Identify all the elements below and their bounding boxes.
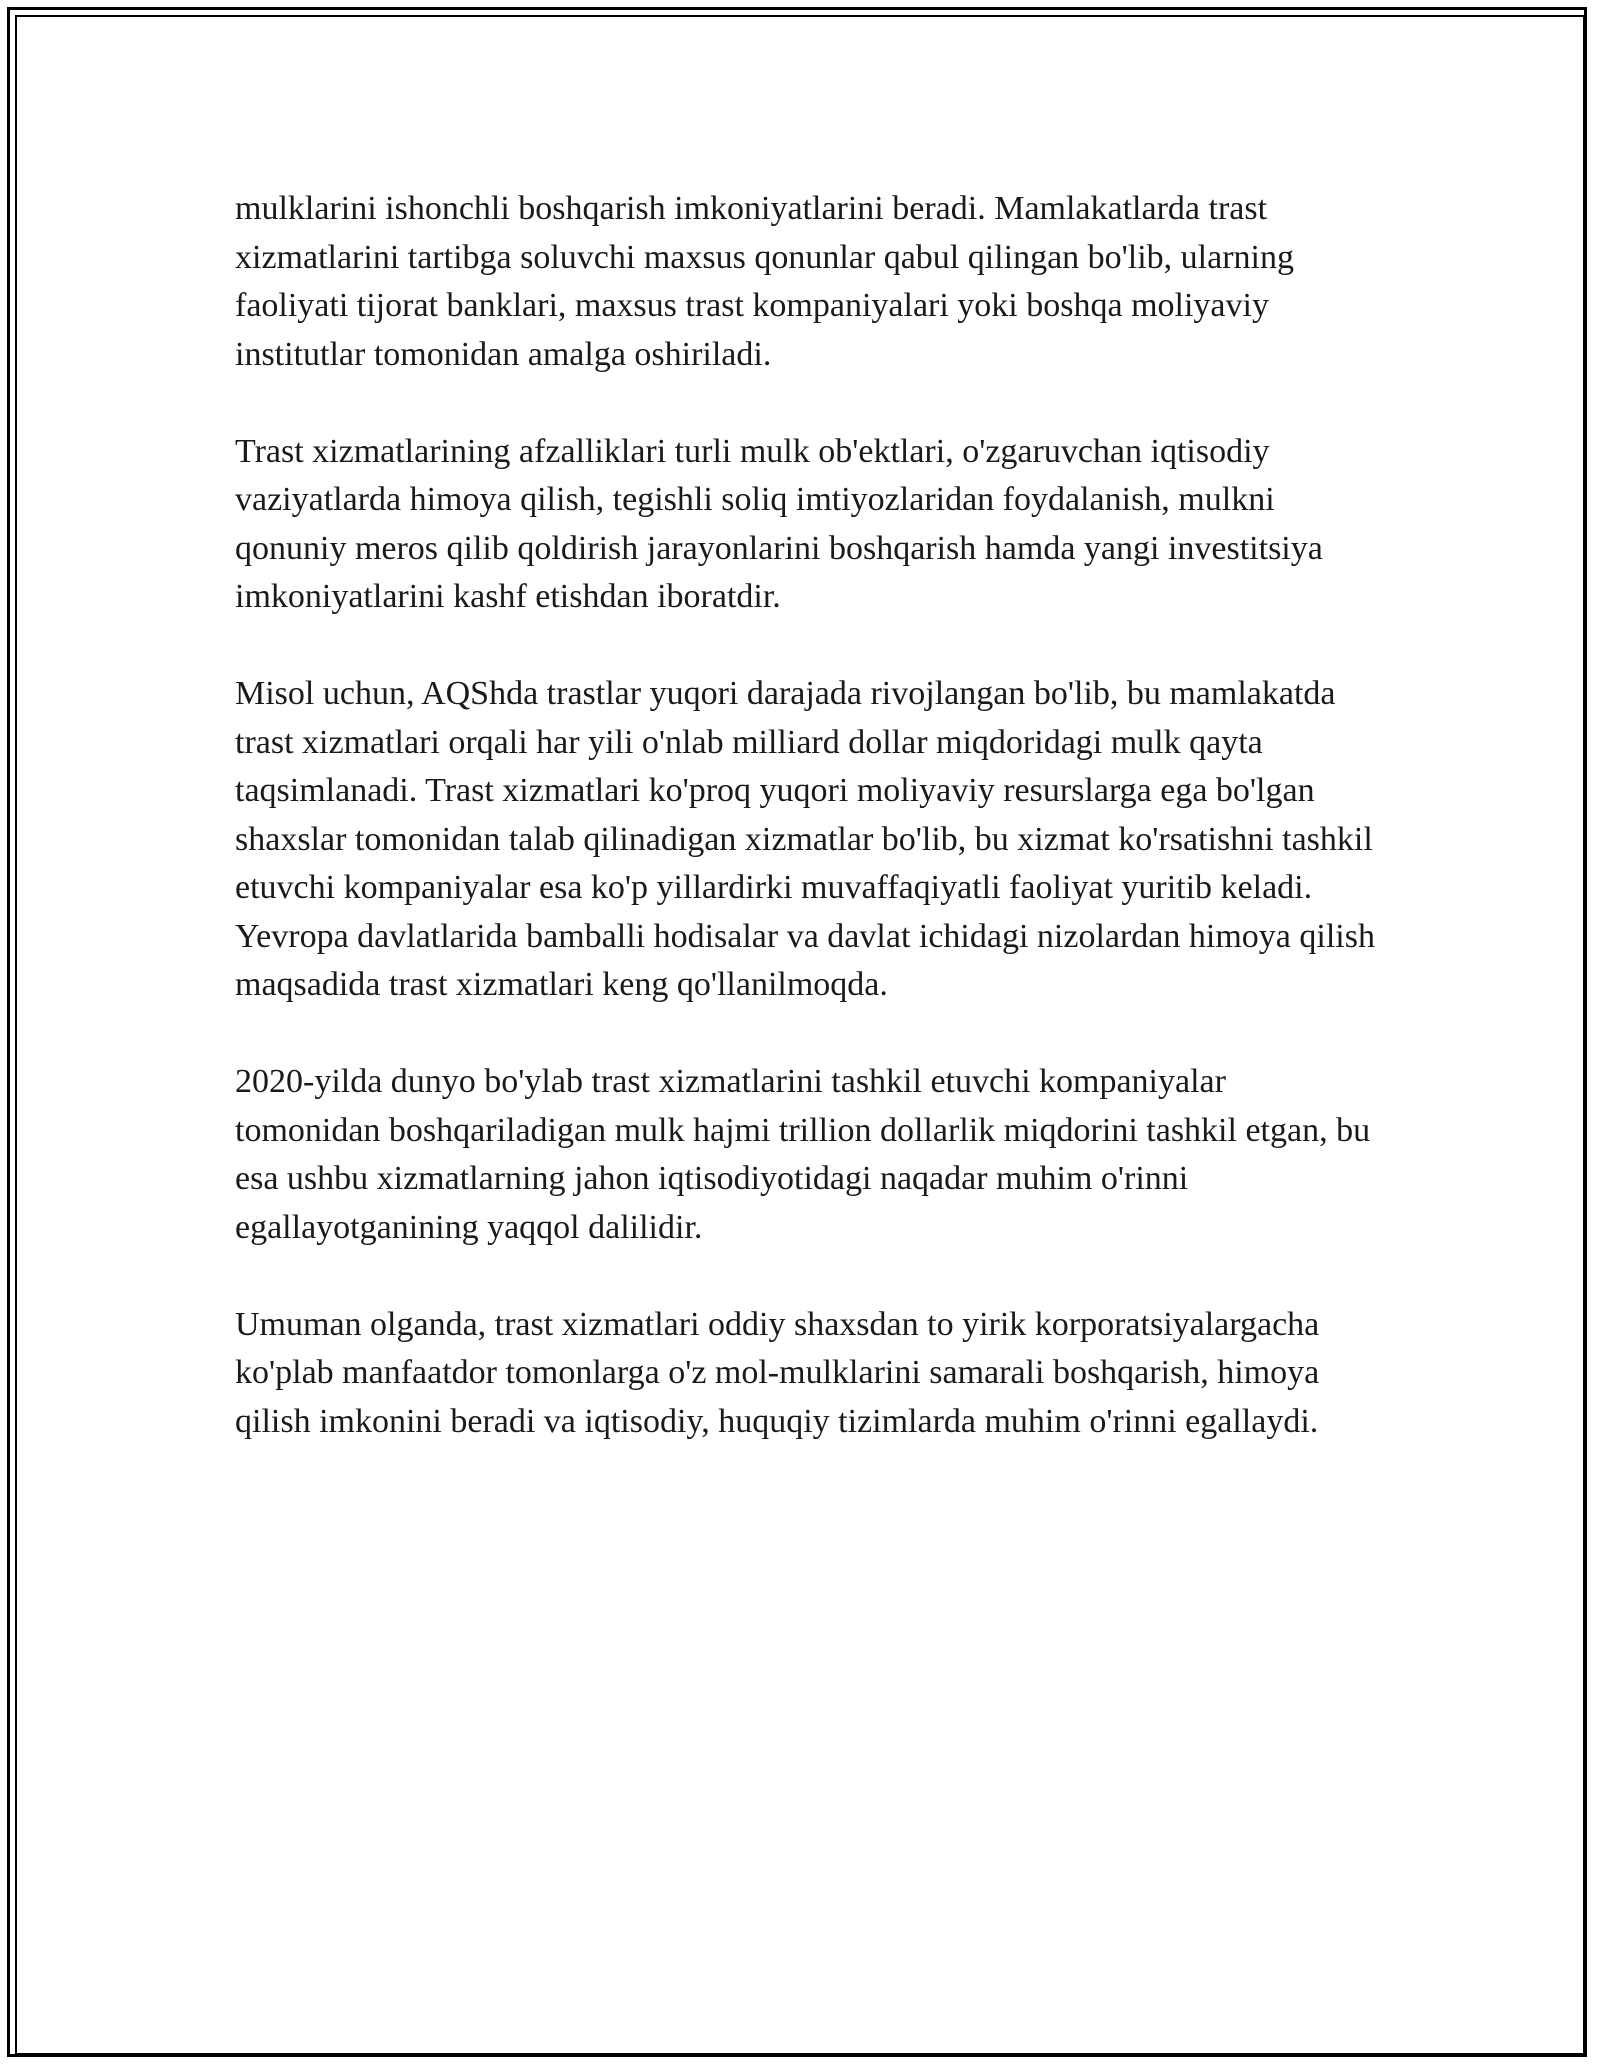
paragraph: Misol uchun, AQShda trastlar yuqori darajada rivojlangan bo'lib, bu mamlakatda trast xizmatlari orqali har yili o'nlab milliard dollar miqdoridagi mulk qayta taqsimlanadi. Trast xizmatlari ko'proq yuqori moliyaviy resurslarga ega bo'lgan shaxslar tomonidan talab qilinadigan xizmatlar bo'lib, bu xizmat ko'rsatishni tashkil etuvchi kompaniyalar esa ko'p yillardirki muvaffaqiyatli faoliyat yuritib keladi. Yevropa davlatlarida bamballi hodisalar va davlat ichidagi nizolardan himoya qilish maqsadida trast xizmatlari keng qo'llanilmoqda. (235, 675, 1375, 1003)
paragraph: mulklarini ishonchli boshqarish imkoniyatlarini beradi. Mamlakatlarda trast xizmatlarini tartibga soluvchi maxsus qonunlar qabul qilingan bo'lib, ularning faoliyati tijorat banklari, maxsus trast kompaniyalari yoki boshqa moliyaviy institutlar tomonidan amalga oshiriladi. (235, 190, 1294, 373)
paragraph: 2020-yilda dunyo bo'ylab trast xizmatlarini tashkil etuvchi kompaniyalar tomonidan boshqariladigan mulk hajmi trillion dollarlik miqdorini tashkil etgan, bu esa ushbu xizmatlarning jahon iqtisodiyotidagi naqadar muhim o'rinni egallayotganining yaqqol dalilidir. (235, 1063, 1371, 1246)
paragraph: Umuman olganda, trast xizmatlari oddiy shaxsdan to yirik korporatsiyalargacha ko'plab manfaatdor tomonlarga o'z mol-mulklarini samarali boshqarish, himoya qilish imkonini beradi va iqtisodiy, huquqiy tizimlarda muhim o'rinni egallaydi. (235, 1305, 1320, 1440)
document-body (235, 185, 1375, 1495)
paragraph: Trast xizmatlarining afzalliklari turli mulk ob'ektlari, o'zgaruvchan iqtisodiy vaziyatlarda himoya qilish, tegishli soliq imtiyozlaridan foydalanish, mulkni qonuniy meros qilib qoldirish jarayonlarini boshqarish hamda yangi investitsiya imkoniyatlarini kashf etishdan iboratdir. (235, 432, 1323, 615)
